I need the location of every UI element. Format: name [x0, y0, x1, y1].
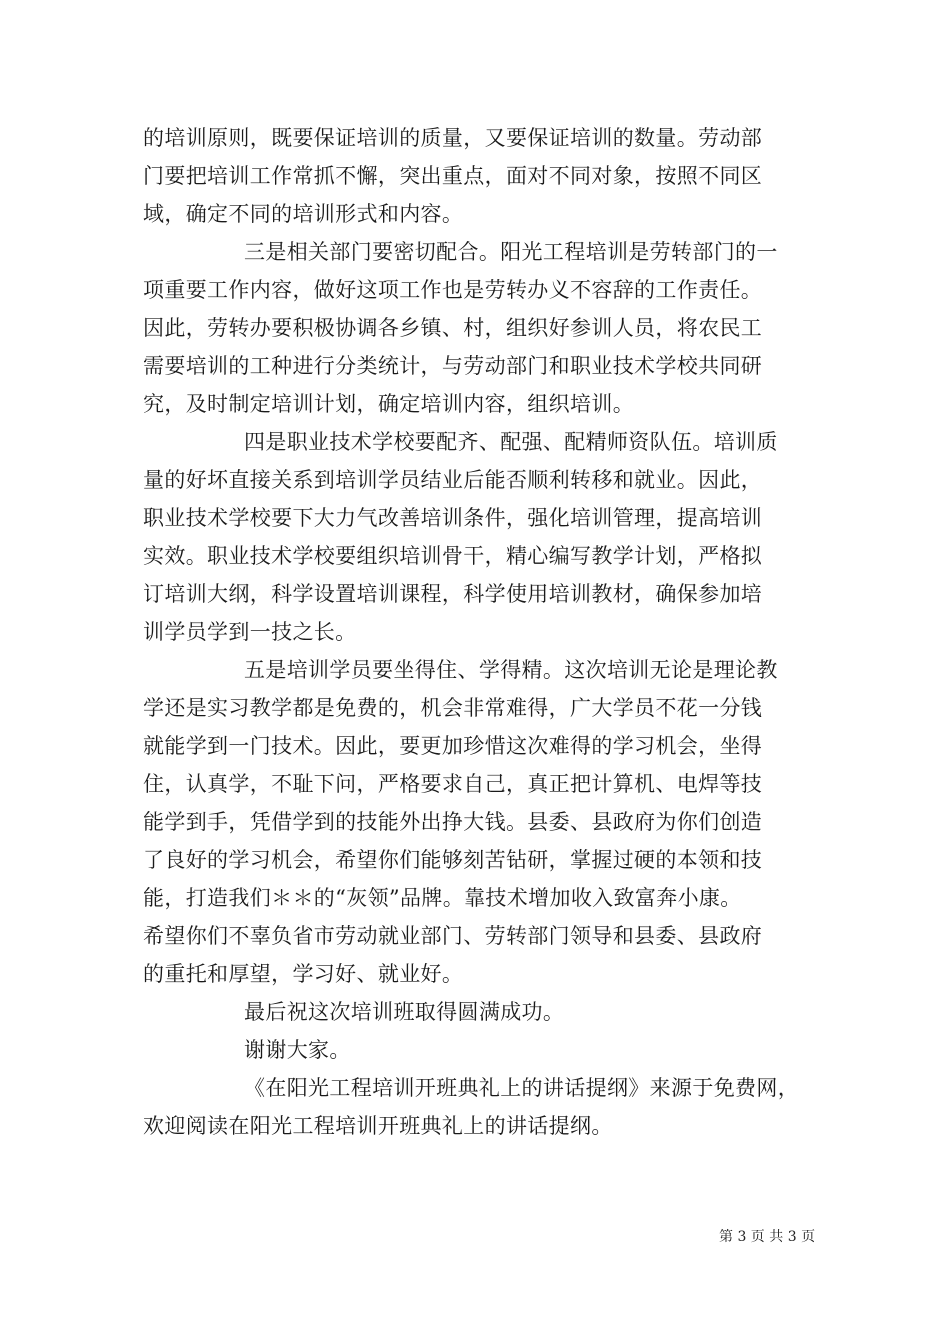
paragraph-start-3: 三是相关部门要密切配合。阳光工程培训是劳转部门的一 [244, 240, 778, 264]
text-line: 门要把培训工作常抓不懈，突出重点，面对不同对象，按照不同区 [143, 164, 763, 188]
thanks-line: 谢谢大家。 [244, 1038, 351, 1062]
paragraph-start-4: 四是职业技术学校要配齐、配强、配精师资队伍。培训质 [244, 430, 778, 454]
text-line: 就能学到一门技术。因此，要更加珍惜这次难得的学习机会，坐得 [143, 734, 763, 758]
text-line: 能学到手，凭借学到的技能外出挣大钱。县委、县政府为你们创造 [143, 810, 763, 834]
text-line: 能，打造我们＊＊的“灰领”品牌。靠技术增加收入致富奔小康。 [143, 886, 742, 910]
paragraph-start-5: 五是培训学员要坐得住、学得精。这次培训无论是理论教 [244, 658, 778, 682]
text-line: 究，及时制定培训计划，确定培训内容，组织培训。 [143, 392, 635, 416]
text-line: 学还是实习教学都是免费的，机会非常难得，广大学员不花一分钱 [143, 696, 763, 720]
source-note-continued: 欢迎阅读在阳光工程培训开班典礼上的讲话提纲。 [143, 1114, 613, 1138]
text-line: 的重托和厚望，学习好、就业好。 [143, 962, 464, 986]
text-line: 项重要工作内容，做好这项工作也是劳转办义不容辞的工作责任。 [143, 278, 763, 302]
text-line: 住，认真学，不耻下问，严格要求自己，真正把计算机、电焊等技 [143, 772, 763, 796]
text-line: 因此，劳转办要积极协调各乡镇、村，组织好参训人员，将农民工 [143, 316, 763, 340]
text-line: 职业技术学校要下大力气改善培训条件，强化培训管理，提高培训 [143, 506, 763, 530]
text-line: 订培训大纲，科学设置培训课程，科学使用培训教材，确保参加培 [143, 582, 763, 606]
body-text [143, 119, 813, 1145]
text-line: 训学员学到一技之长。 [143, 620, 357, 644]
page-number: 第 3 页 共 3 页 [719, 1229, 816, 1245]
closing-wish: 最后祝这次培训班取得圆满成功。 [244, 1000, 565, 1024]
text-line: 的培训原则，既要保证培训的质量，又要保证培训的数量。劳动部 [143, 126, 763, 150]
text-line: 量的好坏直接关系到培训学员结业后能否顺利转移和就业。因此， [143, 468, 763, 492]
text-line: 希望你们不辜负省市劳动就业部门、劳转部门领导和县委、县政府 [143, 924, 763, 948]
text-line: 域，确定不同的培训形式和内容。 [143, 202, 464, 226]
source-note: 《在阳光工程培训开班典礼上的讲话提纲》来源于免费网， [244, 1076, 800, 1100]
text-line: 需要培训的工种进行分类统计，与劳动部门和职业技术学校共同研 [143, 354, 763, 378]
text-line: 实效。职业技术学校要组织培训骨干，精心编写教学计划，严格拟 [143, 544, 763, 568]
text-line: 了良好的学习机会，希望你们能够刻苦钻研，掌握过硬的本领和技 [143, 848, 763, 872]
